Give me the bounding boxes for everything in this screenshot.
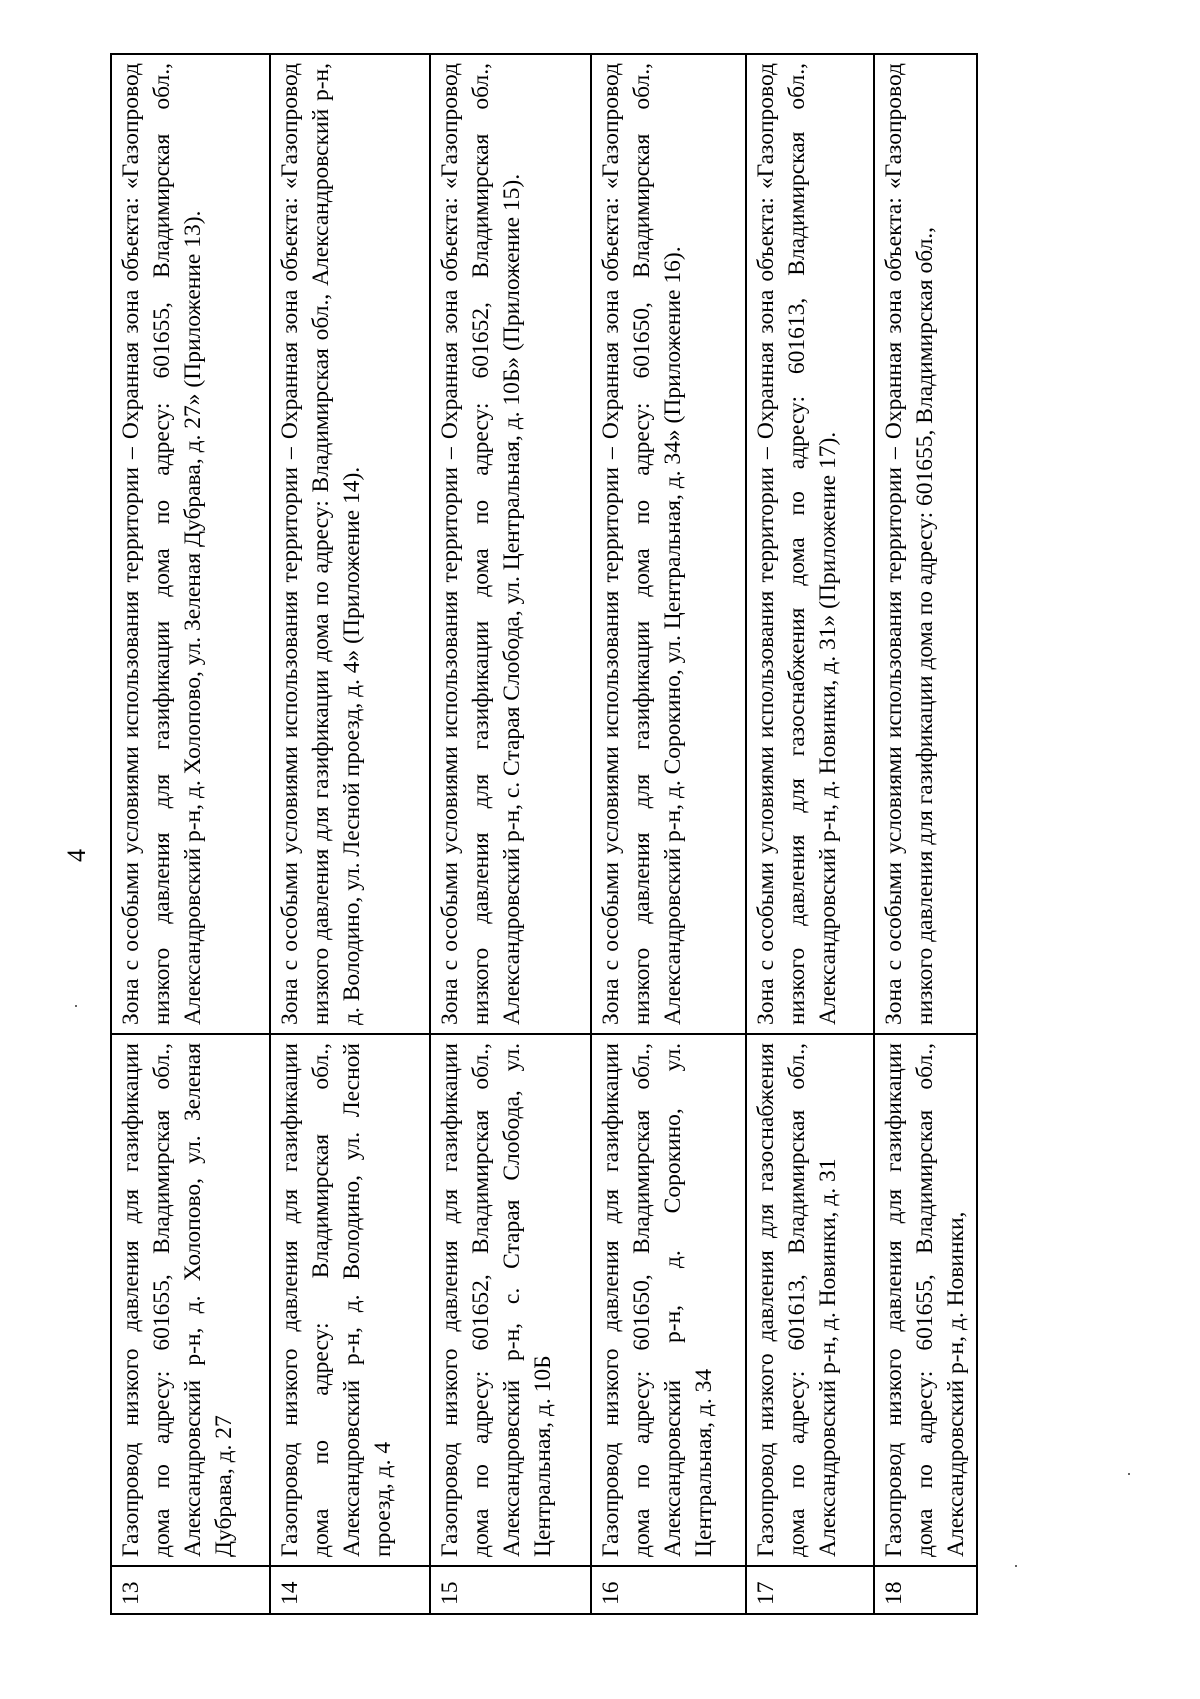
zones-table [110,53,978,1615]
row-number: 13 [111,1566,270,1614]
zone-cell: Зона с особыми условиями использования территории – Охранная зона объекта: «Газопровод низкого давления для газификации дома по адресу: 601655, Владимирская обл., Александровский р-н, д. Холопово, ул. Зеленая Дубрава, д. 27» (Приложение 13). [111,54,270,1034]
table-row [270,54,430,1614]
zone-cell: Зона с особыми условиями использования территории – Охранная зона объекта: «Газопровод низкого давления для газификации дома по адресу: 601655, Владимирская обл., [874,54,977,1034]
table-row [430,54,591,1614]
object-cell: Газопровод низкого давления для газоснабжения дома по адресу: 601613, Владимирская обл., Александровский р-н, д. Новинки, д. 31 [746,1034,874,1566]
table-row [746,54,874,1614]
object-cell: Газопровод низкого давления для газификации дома по адресу: 601655, Владимирская обл., Александровский р-н, д. Новинки, [874,1034,977,1566]
row-number: 17 [746,1566,874,1614]
scan-speck [1128,1473,1130,1475]
zone-cell: Зона с особыми условиями использования территории – Охранная зона объекта: «Газопровод низкого давления для газификации дома по адресу: 601652, Владимирская обл., Александровский р-н, с. Старая Слобода, ул. Центральная, д. 10Б» (Приложение 15). [430,54,591,1034]
zone-cell: Зона с особыми условиями использования территории – Охранная зона объекта: «Газопровод низкого давления для газификации дома по адресу: 601650, Владимирская обл., Александровский р-н, д. Сорокино, ул. Центральная, д. 34» (Приложение 16). [591,54,746,1034]
object-cell: Газопровод низкого давления для газификации дома по адресу: 601650, Владимирская обл., Александровский р-н, д. Сорокино, ул. Центральная, д. 34 [591,1034,746,1566]
rotated-table-container [110,55,978,1615]
zone-cell: Зона с особыми условиями использования территории – Охранная зона объекта: «Газопровод низкого давления для газоснабжения дома по адресу: 601613, Владимирская обл., Александровский р-н, д. Новинки, д. 31» (Приложение 17). [746,54,874,1034]
scan-speck [75,1005,77,1007]
table-row [874,54,977,1614]
row-number: 14 [270,1566,430,1614]
object-cell: Газопровод низкого давления для газификации дома по адресу: 601652, Владимирская обл., Александровский р-н, с. Старая Слобода, ул. Центральная, д. 10Б [430,1034,591,1566]
page-number: 4 [62,849,91,862]
object-cell: Газопровод низкого давления для газификации дома по адресу: 601655, Владимирская обл., Александровский р-н, д. Холопово, ул. Зеленая Дубрава, д. 27 [111,1034,270,1566]
row-number: 15 [430,1566,591,1614]
table-row [591,54,746,1614]
table-row [111,54,270,1614]
object-cell: Газопровод низкого давления для газификации дома по адресу: Владимирская обл., Александровский р-н, д. Володино, ул. Лесной проезд, д. 4 [270,1034,430,1566]
row-number: 16 [591,1566,746,1614]
zone-cell: Зона с особыми условиями использования территории – Охранная зона объекта: «Газопровод низкого давления для газификации дома по адресу: Владимирская обл., Александровский р-н, д. Володино, ул. Лесной проезд, д. 4» (Приложение 14). [270,54,430,1034]
row-number: 18 [874,1566,977,1614]
scan-speck [1015,1565,1017,1567]
